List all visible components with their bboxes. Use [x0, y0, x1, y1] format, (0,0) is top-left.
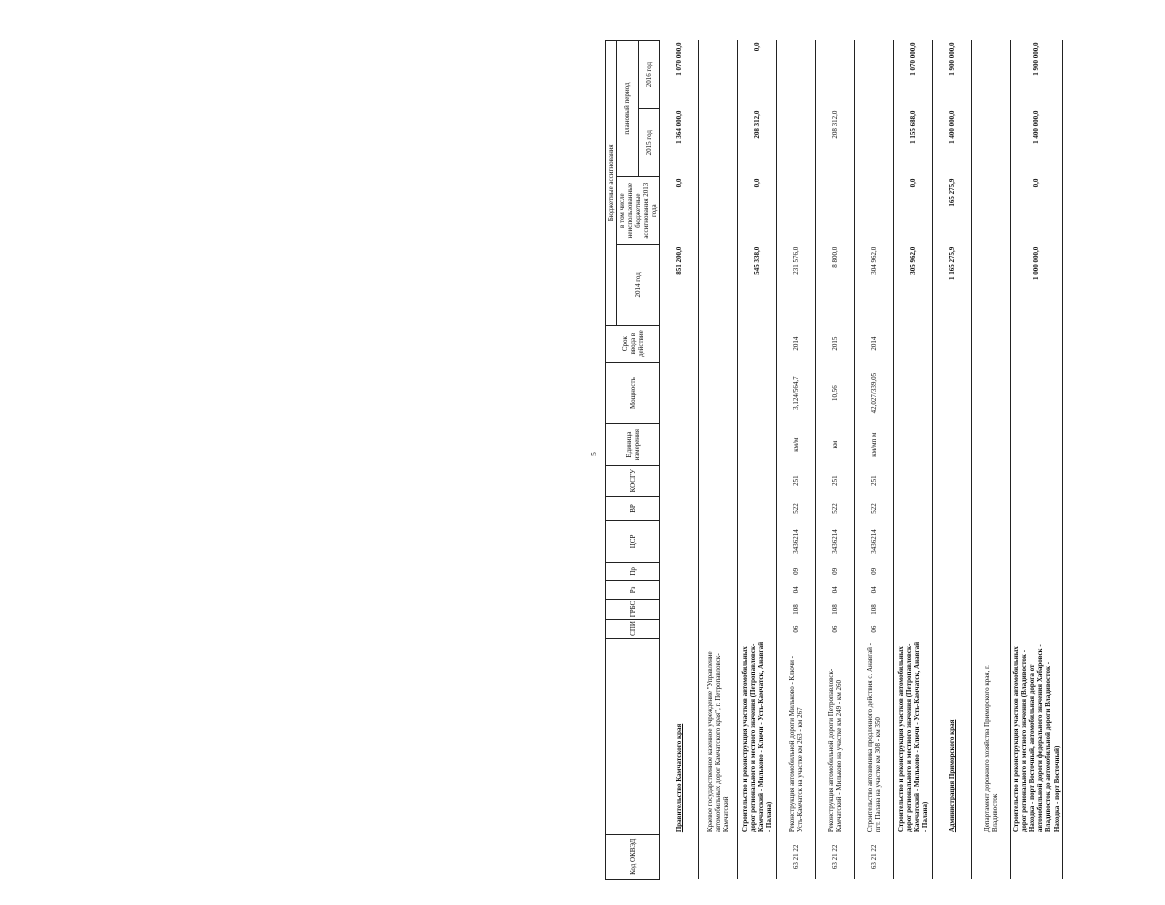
cell-kosgu — [1011, 465, 1062, 496]
cell-okved — [1011, 834, 1062, 879]
table-row — [816, 41, 855, 880]
cell-rz — [699, 581, 738, 600]
cell-csr: 3436214 — [777, 521, 816, 562]
cell-incl — [816, 177, 855, 245]
cell-term: 2015 — [816, 325, 855, 362]
cell-name: Строительство и реконструкция участков автомобильных дорог регионального и местного значения (Петропавловск-Камчатский - Мильково - Ключи - Усть-Камчатск, Анавгай - Палана) — [894, 638, 933, 834]
cell-pr — [933, 562, 972, 581]
cell-unit — [972, 424, 1011, 465]
header-planned: плановый период — [617, 41, 639, 177]
cell-incl — [855, 177, 894, 245]
cell-grbs: 108 — [855, 599, 894, 620]
header-capacity: Мощность — [606, 362, 660, 424]
cell-unit: км/мп м — [855, 424, 894, 465]
cell-v2015: 208 312,0 — [738, 109, 777, 177]
cell-pr — [1011, 562, 1062, 581]
cell-cap — [660, 362, 699, 424]
cell-rz — [660, 581, 699, 600]
cell-vr: 522 — [816, 496, 855, 521]
cell-incl: 0,0 — [894, 177, 933, 245]
cell-v2015: 208 312,0 — [816, 109, 855, 177]
cell-okved — [738, 834, 777, 879]
budget-table — [605, 40, 1063, 880]
cell-spi: 06 — [855, 620, 894, 639]
cell-cap — [933, 362, 972, 424]
cell-v2014: 305 962,0 — [894, 245, 933, 325]
cell-v2014: 231 576,0 — [777, 245, 816, 325]
cell-vr — [933, 496, 972, 521]
cell-pr: 09 — [816, 562, 855, 581]
cell-okved: 63 21 22 — [855, 834, 894, 879]
cell-v2014: 1 000 000,0 — [1011, 245, 1062, 325]
cell-unit: км — [816, 424, 855, 465]
cell-unit — [738, 424, 777, 465]
cell-grbs — [894, 599, 933, 620]
cell-cap — [738, 362, 777, 424]
cell-kosgu: 251 — [777, 465, 816, 496]
cell-v2015 — [855, 109, 894, 177]
cell-incl — [699, 177, 738, 245]
page-number: 5 — [589, 452, 598, 456]
cell-grbs — [972, 599, 1011, 620]
header-2015: 2015 год — [638, 109, 660, 177]
cell-csr — [933, 521, 972, 562]
cell-term — [1011, 325, 1062, 362]
cell-term — [972, 325, 1011, 362]
cell-pr — [660, 562, 699, 581]
header-kosgu: КОСГУ — [606, 465, 660, 496]
cell-vr — [699, 496, 738, 521]
cell-cap: 3,124/564,7 — [777, 362, 816, 424]
cell-rz — [933, 581, 972, 600]
cell-pr — [699, 562, 738, 581]
cell-spi — [738, 620, 777, 639]
cell-unit — [894, 424, 933, 465]
cell-spi — [972, 620, 1011, 639]
table-row — [660, 41, 699, 880]
cell-kosgu — [699, 465, 738, 496]
cell-v2016 — [972, 41, 1011, 109]
cell-kosgu — [660, 465, 699, 496]
table-row — [1011, 41, 1062, 880]
cell-pr — [738, 562, 777, 581]
cell-rz: 04 — [777, 581, 816, 600]
cell-kosgu — [894, 465, 933, 496]
table-row — [933, 41, 972, 880]
header-unit: Единица измерения — [606, 424, 660, 465]
cell-v2016: 1 900 000,0 — [1011, 41, 1062, 109]
cell-spi: 06 — [777, 620, 816, 639]
cell-v2014 — [699, 245, 738, 325]
cell-grbs — [660, 599, 699, 620]
cell-name: Реконструкция автомобильной дороги Петропавловск-Камчатский - Мильково на участке км 249 - км 260 — [816, 638, 855, 834]
cell-rz — [1011, 581, 1062, 600]
cell-v2016: 1 070 000,0 — [660, 41, 699, 109]
cell-csr — [1011, 521, 1062, 562]
cell-v2015: 1 400 000,0 — [1011, 109, 1062, 177]
cell-rz — [972, 581, 1011, 600]
cell-rz — [894, 581, 933, 600]
cell-v2016: 1 070 000,0 — [894, 41, 933, 109]
cell-vr — [972, 496, 1011, 521]
cell-okved — [894, 834, 933, 879]
cell-v2016 — [699, 41, 738, 109]
cell-term — [660, 325, 699, 362]
header-rz: Рз — [606, 581, 660, 600]
cell-kosgu — [738, 465, 777, 496]
cell-incl: 165 275,9 — [933, 177, 972, 245]
cell-v2015 — [699, 109, 738, 177]
cell-name: Строительство и реконструкция участков автомобильных дорог регионального и местного значения (Петропавловск-Камчатский - Мильково - Ключи - Усть-Камчатск, Анавгай - Палана) — [738, 638, 777, 834]
cell-term: 2014 — [855, 325, 894, 362]
table-row — [699, 41, 738, 880]
cell-spi: 06 — [816, 620, 855, 639]
header-name — [606, 638, 660, 834]
cell-term — [894, 325, 933, 362]
cell-incl: 0,0 — [738, 177, 777, 245]
cell-csr: 3436214 — [855, 521, 894, 562]
cell-incl — [777, 177, 816, 245]
cell-v2015 — [972, 109, 1011, 177]
cell-vr — [660, 496, 699, 521]
header-okved: Код ОКВЭД — [606, 834, 660, 879]
header-incl: в том числе неиспользованные бюджетные ассигнования 2013 года — [617, 177, 660, 245]
cell-pr — [972, 562, 1011, 581]
cell-vr — [738, 496, 777, 521]
cell-spi — [933, 620, 972, 639]
cell-name: Строительство автозимника продленного действия с. Анавгай - пгт. Палана на участке км 308 - км 350 — [855, 638, 894, 834]
cell-vr — [1011, 496, 1062, 521]
cell-v2014 — [972, 245, 1011, 325]
cell-v2015: 1 364 000,0 — [660, 109, 699, 177]
header-2014: 2014 год — [617, 245, 660, 325]
cell-spi — [660, 620, 699, 639]
cell-v2015 — [777, 109, 816, 177]
cell-cap: 10,56 — [816, 362, 855, 424]
cell-csr — [738, 521, 777, 562]
cell-okved — [660, 834, 699, 879]
cell-cap — [894, 362, 933, 424]
header-budget: Бюджетные ассигнования — [606, 41, 617, 326]
cell-incl: 0,0 — [1011, 177, 1062, 245]
cell-pr — [894, 562, 933, 581]
header-term: Срок ввода в действие — [606, 325, 660, 362]
cell-v2014: 1 165 275,9 — [933, 245, 972, 325]
rotated-table-container — [605, 40, 1165, 880]
cell-pr: 09 — [777, 562, 816, 581]
table-row — [855, 41, 894, 880]
cell-okved — [699, 834, 738, 879]
cell-csr: 3436214 — [816, 521, 855, 562]
cell-csr — [699, 521, 738, 562]
cell-incl: 0,0 — [660, 177, 699, 245]
cell-grbs — [933, 599, 972, 620]
cell-v2016: 1 900 000,0 — [933, 41, 972, 109]
cell-v2015: 1 400 000,0 — [933, 109, 972, 177]
cell-v2014: 8 800,0 — [816, 245, 855, 325]
header-vr: ВР — [606, 496, 660, 521]
cell-grbs — [1011, 599, 1062, 620]
cell-pr: 09 — [855, 562, 894, 581]
cell-grbs — [738, 599, 777, 620]
cell-kosgu — [933, 465, 972, 496]
header-csr: ЦСР — [606, 521, 660, 562]
cell-name: Администрация Приморского края — [933, 638, 972, 834]
cell-term: 2014 — [777, 325, 816, 362]
header-spi: СПИ — [606, 620, 660, 639]
header-pr: Пр — [606, 562, 660, 581]
cell-v2014: 304 962,0 — [855, 245, 894, 325]
cell-name: Краевое государственное казенное учреждение "Управление автомобильных дорог Камчатского края", г. Петропавловск-Камчатский — [699, 638, 738, 834]
table-row — [777, 41, 816, 880]
cell-spi — [1011, 620, 1062, 639]
cell-grbs: 108 — [816, 599, 855, 620]
cell-rz — [738, 581, 777, 600]
cell-unit — [1011, 424, 1062, 465]
cell-vr — [894, 496, 933, 521]
cell-spi — [894, 620, 933, 639]
table-row — [972, 41, 1011, 880]
cell-name: Департамент дорожного хозяйства Приморского края, г. Владивосток — [972, 638, 1011, 834]
cell-unit — [933, 424, 972, 465]
header-grbs: ГРБС — [606, 599, 660, 620]
cell-okved: 63 21 22 — [816, 834, 855, 879]
table-row — [894, 41, 933, 880]
cell-name: Строительство и реконструкция участков автомобильных дорог регионального и местного значения (Владивосток - Находка - порт Восточный, автомобильная дорога от автомобильной дороги федерального значения Хабаровск - Владивосток до автомобильной дороги Владивосток - Находка - порт Восточный) — [1011, 638, 1062, 834]
cell-cap: 42,027/339,05 — [855, 362, 894, 424]
cell-incl — [972, 177, 1011, 245]
header-2016: 2016 год — [638, 41, 660, 109]
cell-v2014: 851 200,0 — [660, 245, 699, 325]
cell-kosgu: 251 — [816, 465, 855, 496]
cell-unit — [660, 424, 699, 465]
cell-csr — [894, 521, 933, 562]
cell-v2016 — [777, 41, 816, 109]
cell-term — [933, 325, 972, 362]
cell-grbs: 108 — [777, 599, 816, 620]
cell-v2016 — [816, 41, 855, 109]
cell-v2015: 1 155 688,0 — [894, 109, 933, 177]
cell-unit — [699, 424, 738, 465]
cell-okved — [972, 834, 1011, 879]
cell-vr: 522 — [777, 496, 816, 521]
cell-csr — [660, 521, 699, 562]
cell-kosgu: 251 — [855, 465, 894, 496]
cell-term — [699, 325, 738, 362]
cell-rz: 04 — [816, 581, 855, 600]
cell-v2016 — [855, 41, 894, 109]
cell-name: Реконструкция автомобильной дороги Мильково - Ключи - Усть-Камчатск на участке км 263 - км 267 — [777, 638, 816, 834]
table-row — [738, 41, 777, 880]
cell-cap — [1011, 362, 1062, 424]
table-body — [660, 41, 1062, 880]
cell-rz: 04 — [855, 581, 894, 600]
cell-v2016: 0,0 — [738, 41, 777, 109]
cell-okved — [933, 834, 972, 879]
cell-vr: 522 — [855, 496, 894, 521]
cell-cap — [972, 362, 1011, 424]
cell-spi — [699, 620, 738, 639]
cell-okved: 63 21 22 — [777, 834, 816, 879]
cell-kosgu — [972, 465, 1011, 496]
cell-v2014: 545 338,0 — [738, 245, 777, 325]
cell-csr — [972, 521, 1011, 562]
cell-name: Правительство Камчатского края — [660, 638, 699, 834]
cell-grbs — [699, 599, 738, 620]
cell-unit: км/м — [777, 424, 816, 465]
cell-term — [738, 325, 777, 362]
cell-cap — [699, 362, 738, 424]
